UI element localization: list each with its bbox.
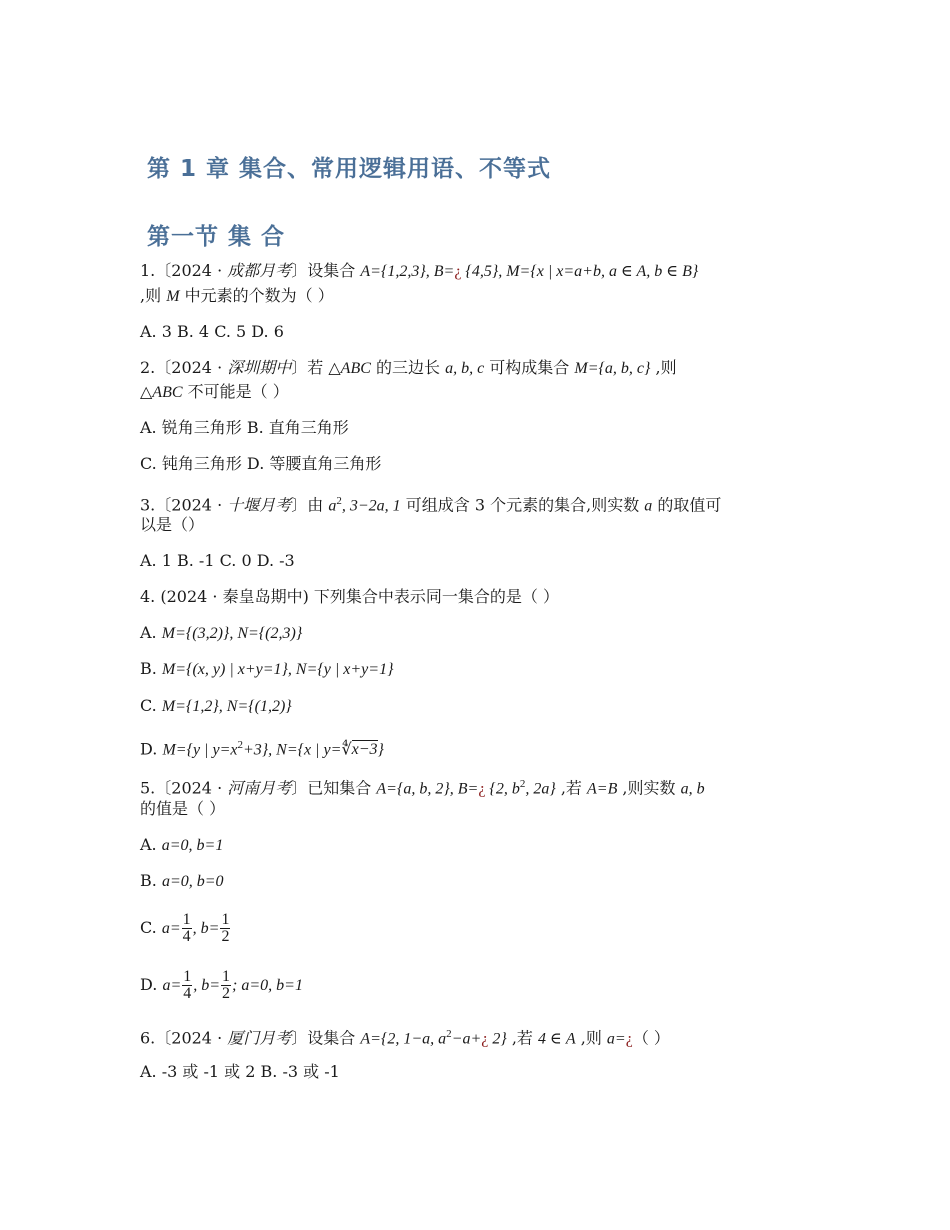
q5-option-d xyxy=(140,963,810,1007)
q1-source-open: 〔2024 · xyxy=(155,261,228,280)
q1-source: 成都月考 xyxy=(227,261,292,280)
q4-d-exponent: 2 xyxy=(237,739,243,751)
q6-text-b: ,若 xyxy=(506,1028,539,1048)
q5-source-open: 〔2024 · xyxy=(155,778,228,798)
frac-denominator: 2 xyxy=(221,928,230,945)
q1-line-1 xyxy=(140,259,810,284)
q6-text-c: ,则 xyxy=(575,1028,607,1048)
q1-math-set-a: A={1,2,3}, B= xyxy=(360,263,455,280)
q6-glitch-char-2: ¿ xyxy=(625,1030,633,1048)
q3-math-a: a xyxy=(328,497,337,515)
frac-numerator: 1 xyxy=(222,968,231,985)
q3-math-elements: , 3−2a, 1 xyxy=(341,497,401,515)
q6-line-1 xyxy=(140,1022,810,1051)
q6-glitch-char: ¿ xyxy=(481,1030,489,1048)
q1-text-then: ,则 xyxy=(140,286,167,305)
q4-option-b xyxy=(140,657,810,682)
frac-numerator: 1 xyxy=(183,968,192,985)
q5-math-set-b: {2, b xyxy=(485,780,520,798)
q6-exponent: 2 xyxy=(446,1028,452,1040)
q3-source-close: 〕 xyxy=(291,495,308,515)
q5-b-label: B. xyxy=(140,871,162,890)
q6-options: A. -3 或 -1 或 2 B. -3 或 -1 xyxy=(140,1062,340,1081)
q3-line-2: 以是（） xyxy=(140,515,205,534)
section-title: 第一节 集 合 xyxy=(147,224,286,250)
q3-number: 3. xyxy=(140,495,156,515)
q1-math-m: M xyxy=(166,288,180,305)
q3-options: A. 1 B. -1 C. 0 D. -3 xyxy=(140,551,295,570)
q5-option-c xyxy=(140,906,810,950)
q2-math-sides: a, b, c xyxy=(445,360,485,377)
q1-glitch-char: ¿ xyxy=(454,263,462,280)
q5-b-math: a=0, b=0 xyxy=(161,873,224,890)
frac-denominator: 4 xyxy=(183,985,192,1002)
q2-line-1 xyxy=(140,356,810,381)
q6-source-open: 〔2024 · xyxy=(155,1028,228,1048)
q1-number: 1. xyxy=(140,261,156,280)
frac-denominator: 4 xyxy=(182,928,191,945)
q5-d-a-eq: a= xyxy=(162,977,182,994)
q3-text-a: 由 xyxy=(307,495,329,515)
q4-c-label: C. xyxy=(140,696,162,715)
q5-line-2: 的值是（ ） xyxy=(140,799,226,818)
q5-source: 河南月考 xyxy=(227,778,292,798)
frac-numerator: 1 xyxy=(221,911,230,928)
q4-option-d xyxy=(140,733,810,762)
q5-source-close: 〕 xyxy=(291,778,308,798)
q4-option-a xyxy=(140,621,810,646)
q4-a-math: M={(3,2)}, N={(2,3)} xyxy=(161,625,303,642)
q2-options-1: A. 锐角三角形 B. 直角三角形 xyxy=(140,418,349,437)
q4-head: 4. (2024 · 秦皇岛期中) 下列集合中表示同一集合的是（ ） xyxy=(140,587,559,606)
q3-source: 十堰月考 xyxy=(227,495,292,515)
q2-text-a: 若 xyxy=(307,358,329,377)
chapter-title: 第 1 章 集合、常用逻辑用语、不等式 xyxy=(147,156,552,182)
q5-c-b-eq: , b= xyxy=(192,920,220,937)
q1-options: A. 3 B. 4 C. 5 D. 6 xyxy=(140,322,284,341)
q3-text-c: 的取值可 xyxy=(652,495,722,515)
q5-glitch-char: ¿ xyxy=(478,780,486,798)
q5-math-eq: A=B xyxy=(587,780,618,798)
q5-math-vars: a, b xyxy=(680,780,705,798)
q4-b-label: B. xyxy=(140,659,162,678)
q5-exponent: 2 xyxy=(519,778,526,790)
q1-source-close: 〕 xyxy=(291,261,308,280)
q5-math-set-b-end: , 2a} xyxy=(525,780,556,798)
q3-text-b: 可组成含 3 个元素的集合,则实数 xyxy=(400,495,645,515)
q4-c-math: M={1,2}, N={(1,2)} xyxy=(161,698,292,715)
q5-a-label: A. xyxy=(140,835,162,854)
q1-line-2 xyxy=(140,284,810,309)
q5-c-frac-b xyxy=(220,912,230,945)
q2-number: 2. xyxy=(140,358,156,377)
q5-d-label: D. xyxy=(140,975,163,994)
q5-c-label: C. xyxy=(140,918,162,937)
q1-math-set-b: {4,5}, M={x | x=a+b, a ∈ A, b ∈ B} xyxy=(461,263,699,280)
q2-source-close: 〕 xyxy=(291,358,308,377)
q1-text: 设集合 xyxy=(307,261,361,280)
frac-denominator: 2 xyxy=(222,985,231,1002)
q2-text-d: ,则 xyxy=(650,358,677,377)
q4-d-close: } xyxy=(377,741,384,759)
q5-number: 5. xyxy=(140,778,156,798)
q6-question: （ ） xyxy=(632,1028,670,1048)
q5-option-a xyxy=(140,833,810,858)
q4-d-radicand: x−3 xyxy=(351,741,378,759)
q5-text-a: 已知集合 xyxy=(307,778,377,798)
q6-math-set-2: −a+ xyxy=(451,1030,482,1048)
q2-text-b: 的三边长 xyxy=(370,358,446,377)
q2-math-triangle: △ABC xyxy=(328,360,371,377)
q3-exponent: 2 xyxy=(336,495,342,507)
q4-a-label: A. xyxy=(140,623,162,642)
q2-math-triangle-2: △ABC xyxy=(140,384,183,401)
q6-source-close: 〕 xyxy=(291,1028,308,1048)
q5-option-b xyxy=(140,869,810,894)
q5-d-frac-a xyxy=(182,969,192,1002)
frac-numerator: 1 xyxy=(182,911,191,928)
q2-options-2: C. 钝角三角形 D. 等腰直角三角形 xyxy=(140,454,382,473)
q5-d-b-eq: , b= xyxy=(193,977,221,994)
q2-text-c: 可构成集合 xyxy=(484,358,575,377)
q4-b-math: M={(x, y) | x+y=1}, N={y | x+y=1} xyxy=(161,661,394,678)
q5-d-tail: ; a=0, b=1 xyxy=(232,977,303,994)
q6-number: 6. xyxy=(140,1028,156,1048)
q6-math-set-3: 2} xyxy=(488,1030,507,1048)
q5-math-set-a: A={a, b, 2}, B= xyxy=(376,780,479,798)
q2-math-set: M={a, b, c} xyxy=(574,360,651,377)
q5-d-frac-b xyxy=(221,969,231,1002)
q5-text-b: ,若 xyxy=(555,778,587,798)
q4-d-math-2: +3}, N={x | y= xyxy=(242,741,342,759)
q6-source: 厦门月考 xyxy=(227,1028,292,1048)
q2-line-2 xyxy=(140,380,810,405)
q4-option-c xyxy=(140,694,810,719)
q2-question: 不可能是（ ） xyxy=(182,382,289,401)
q5-a-math: a=0, b=1 xyxy=(161,837,224,854)
q5-text-c: ,则实数 xyxy=(617,778,681,798)
q5-c-frac-a xyxy=(182,912,192,945)
q1-question: 中元素的个数为（ ） xyxy=(179,286,334,305)
q3-math-var: a xyxy=(644,497,653,515)
q3-source-open: 〔2024 · xyxy=(155,495,228,515)
q2-source: 深圳期中 xyxy=(227,358,292,377)
fourth-root-icon: ∜ xyxy=(341,741,352,759)
q6-math-member: 4 ∈ A xyxy=(538,1030,576,1048)
q6-text-a: 设集合 xyxy=(307,1028,361,1048)
q6-math-set: A={2, 1−a, a xyxy=(360,1030,447,1048)
q5-c-a-eq: a= xyxy=(161,920,181,937)
q4-d-label: D. xyxy=(140,739,163,759)
q6-math-a: a= xyxy=(606,1030,626,1048)
q2-source-open: 〔2024 · xyxy=(155,358,228,377)
q4-d-math-1: M={y | y=x xyxy=(162,741,238,759)
